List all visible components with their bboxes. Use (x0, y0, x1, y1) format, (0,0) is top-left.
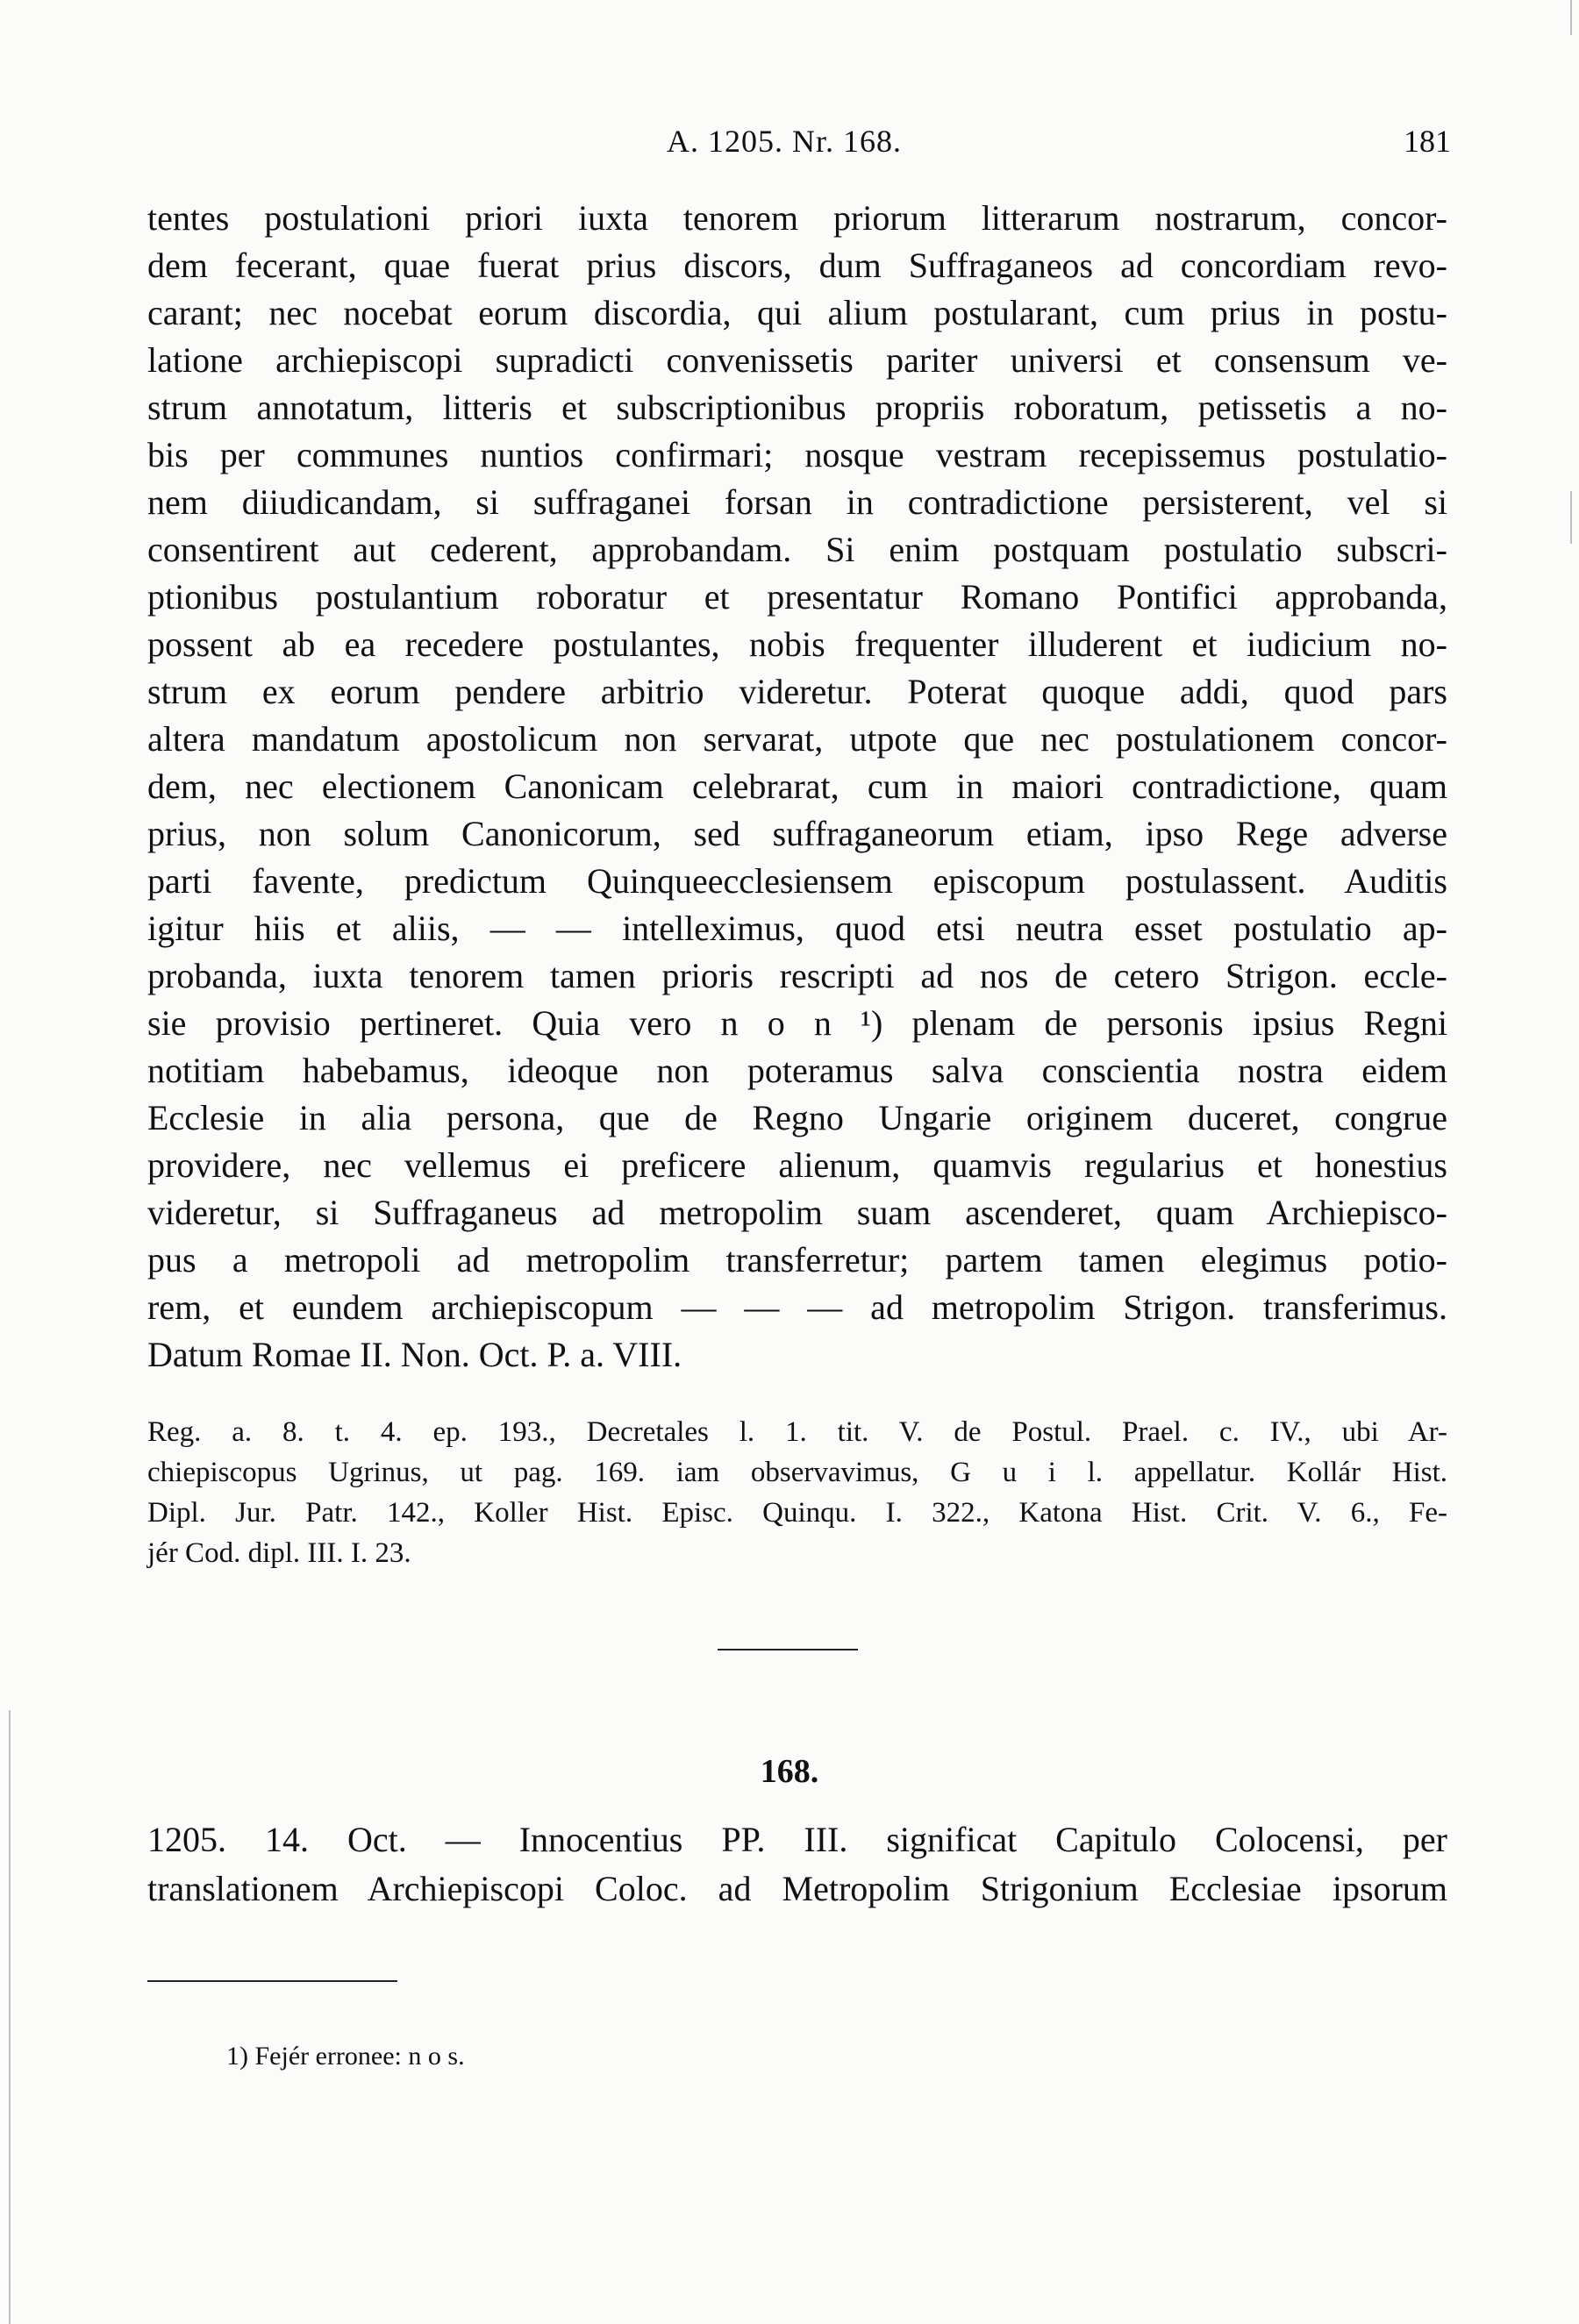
summary-line: translationem Archiepiscopi Coloc. ad Metropolim Strigonium Ecclesiae ipsorum (147, 1869, 1447, 1908)
body-line: dem, nec electionem Canonicam celebrarat, cum in maiori contradictione, quam (147, 766, 1447, 806)
letter-body (147, 195, 1447, 1379)
document-summary (147, 1815, 1447, 1914)
body-line: strum ex eorum pendere arbitrio videretur. Poterat quoque addi, quod pars (147, 672, 1447, 711)
scan-edge-mark (1570, 0, 1572, 35)
body-line: latione archiepiscopi supradicti convenissetis pariter universi et consensum ve- (147, 340, 1447, 380)
body-line: altera mandatum apostolicum non servarat, utpote que nec postulationem concor- (147, 719, 1447, 759)
body-line: nem diiudicandam, si suffraganei forsan in contradictione persisterent, vel si (147, 482, 1447, 522)
scan-edge-mark (1570, 491, 1572, 544)
footnote: 1) Fejér erronee: n o s. (226, 2042, 465, 2071)
body-line: probanda, iuxta tenorem tamen prioris rescripti ad nos de cetero Strigon. eccle- (147, 956, 1447, 995)
body-line: prius, non solum Canonicorum, sed suffraganeorum etiam, ipso Rege adverse (147, 814, 1447, 853)
body-line: consentirent aut cederent, approbandam. Si enim postquam postulatio subscri- (147, 530, 1447, 569)
body-line: rem, et eundem archiepiscopum — — — ad metropolim Strigon. transferimus. (147, 1287, 1447, 1327)
citation-line: Dipl. Jur. Patr. 142., Koller Hist. Episc. Quinqu. I. 322., Katona Hist. Crit. V. 6., Fe- (147, 1497, 1447, 1529)
body-line: dem fecerant, quae fuerat prius discors, dum Suffraganeos ad concordiam revo- (147, 246, 1447, 285)
body-line: possent ab ea recedere postulantes, nobis frequenter illuderent et iudicium no- (147, 624, 1447, 664)
body-line: igitur hiis et aliis, — — intelleximus, quod etsi neutra esset postulatio ap- (147, 909, 1447, 948)
running-head: A. 1205. Nr. 168. (667, 124, 902, 159)
footnote-rule (147, 1980, 397, 1982)
summary-line: 1205. 14. Oct. — Innocentius PP. III. significat Capitulo Colocensi, per (147, 1820, 1447, 1859)
body-line: strum annotatum, litteris et subscriptionibus propriis roboratum, petissetis a no- (147, 388, 1447, 427)
citation-line: jér Cod. dipl. III. I. 23. (147, 1537, 411, 1569)
body-line: parti favente, predictum Quinqueecclesiensem episcopum postulassent. Auditis (147, 861, 1447, 901)
page-number: 181 (1404, 124, 1451, 159)
body-line-date: Datum Romae II. Non. Oct. P. a. VIII. (147, 1335, 682, 1374)
section-separator (718, 1649, 858, 1650)
body-line: videretur, si Suffraganeus ad metropolim suam ascenderet, quam Archiepisco- (147, 1193, 1447, 1232)
citation-line: chiepiscopus Ugrinus, ut pag. 169. iam observavimus, G u i l. appellatur. Kollár Hist. (147, 1457, 1447, 1488)
body-line: ptionibus postulantium roboratur et presentatur Romano Pontifici approbanda, (147, 577, 1447, 617)
body-line: tentes postulationi priori iuxta tenorem priorum litterarum nostrarum, concor- (147, 198, 1447, 238)
body-line: Ecclesie in alia persona, que de Regno Ungarie originem duceret, congrue (147, 1098, 1447, 1137)
scan-edge-mark (9, 1710, 11, 2324)
source-citation (147, 1412, 1447, 1573)
document-number: 168. (760, 1753, 819, 1790)
body-line: sie provisio pertineret. Quia vero n o n ¹) plenam de personis ipsius Regni (147, 1003, 1447, 1043)
citation-line: Reg. a. 8. t. 4. ep. 193., Decretales l. 1. tit. V. de Postul. Prael. c. IV., ubi Ar- (147, 1416, 1447, 1448)
body-line: bis per communes nuntios confirmari; nosque vestram recepissemus postulatio- (147, 435, 1447, 474)
body-line: carant; nec nocebat eorum discordia, qui alium postularant, cum prius in postu- (147, 293, 1447, 332)
body-line: providere, nec vellemus ei preficere alienum, quamvis regularius et honestius (147, 1145, 1447, 1185)
body-line: pus a metropoli ad metropolim transferretur; partem tamen elegimus potio- (147, 1240, 1447, 1280)
body-line: notitiam habebamus, ideoque non poteramus salva conscientia nostra eidem (147, 1051, 1447, 1090)
